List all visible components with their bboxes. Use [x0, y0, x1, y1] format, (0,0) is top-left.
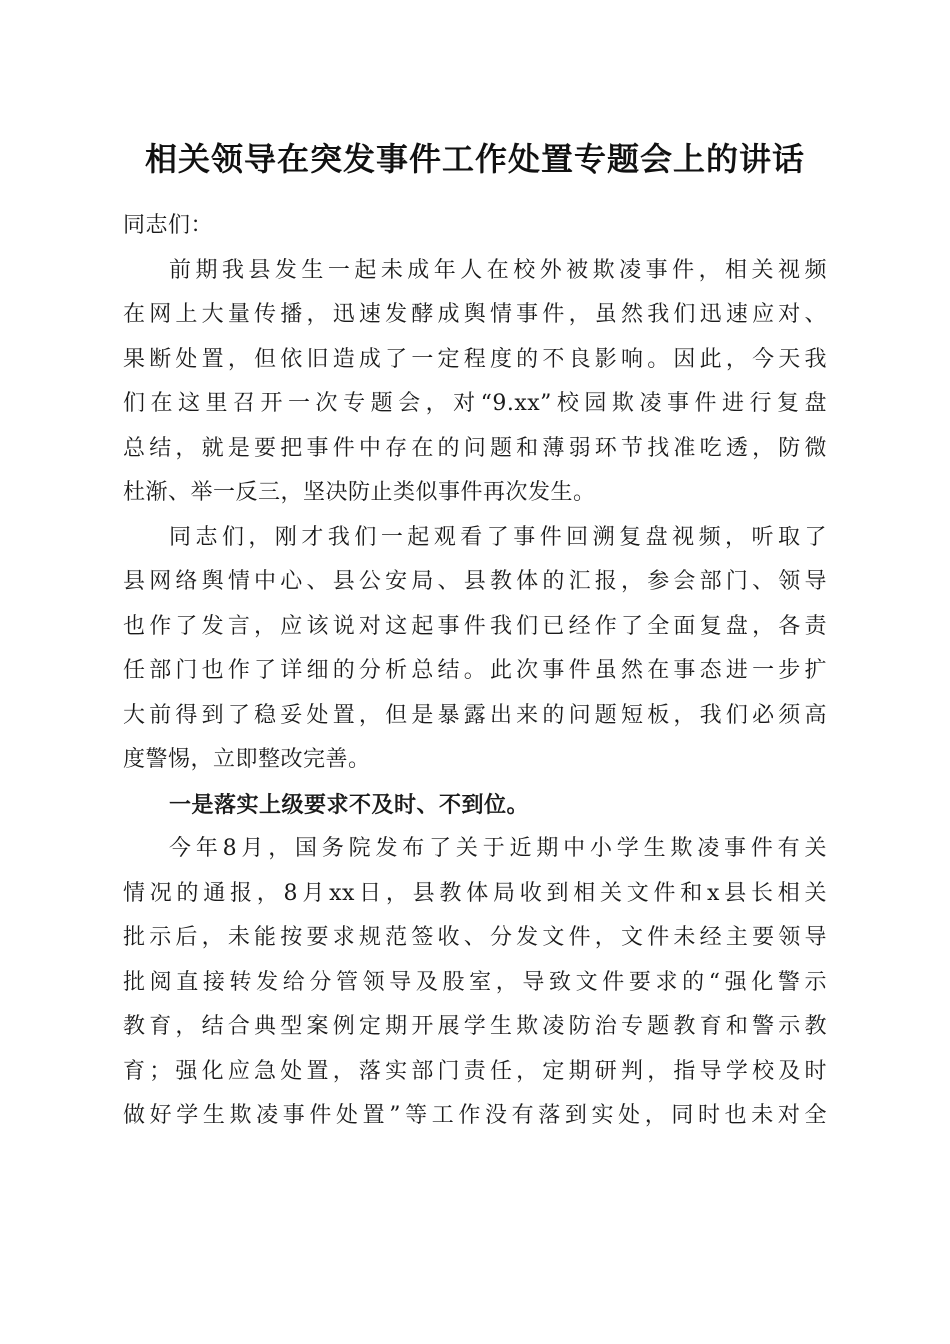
paragraph-2: [123, 516, 827, 783]
paragraph-line: 果断处置，但依旧造成了一定程度的不良影响。因此，今天我: [123, 346, 827, 372]
paragraph-line: 做好学生欺凌事件处置”等工作没有落到实处，同时也未对全: [123, 1103, 827, 1128]
paragraph-line: 育；强化应急处置，落实部门责任，定期研判，指导学校及时: [123, 1058, 827, 1084]
paragraph-line: 杜渐、举一反三，坚决防止类似事件再次发生。: [123, 480, 596, 505]
paragraph-line: 批阅直接转发给分管领导及股室，导致文件要求的“强化警示: [123, 969, 827, 995]
paragraph-line: 也作了发言，应该说对这起事件我们已经作了全面复盘，各责: [123, 613, 827, 639]
paragraph-1: [123, 249, 827, 516]
paragraph-line: 县网络舆情中心、县公安局、县教体的汇报，参会部门、领导: [123, 569, 827, 594]
paragraph-line: 教育，结合典型案例定期开展学生欺凌防治专题教育和警示教: [123, 1014, 827, 1039]
paragraph-line: 总结，就是要把事件中存在的问题和薄弱环节找准吃透，防微: [123, 435, 827, 461]
paragraph-3: [123, 827, 827, 1139]
paragraph-line: 批示后，未能按要求规范签收、分发文件，文件未经主要领导: [123, 925, 827, 950]
paragraph-line: 们在这里召开一次专题会，对“9.xx”校园欺凌事件进行复盘: [123, 391, 827, 416]
paragraph-line: 今年8月，国务院发布了关于近期中小学生欺凌事件有关: [169, 836, 827, 861]
paragraph-line: 前期我县发生一起未成年人在校外被欺凌事件，相关视频: [169, 257, 827, 283]
section-heading: 一是落实上级要求不及时、不到位。: [169, 791, 530, 818]
paragraph-line: 任部门也作了详细的分析总结。此次事件虽然在事态进一步扩: [123, 658, 827, 683]
paragraph-line: 在网上大量传播，迅速发酵成舆情事件，虽然我们迅速应对、: [123, 302, 827, 327]
paragraph-line: 度警惕，立即整改完善。: [123, 747, 371, 772]
paragraph-line: 大前得到了稳妥处置，但是暴露出来的问题短板，我们必须高: [123, 702, 827, 728]
document-title: 相关领导在突发事件工作处置专题会上的讲话: [144, 140, 805, 178]
paragraph-line: 情况的通报，8月xx日，县教体局收到相关文件和x县长相关: [123, 880, 827, 906]
document-body: [123, 204, 827, 1139]
paragraph-line: 同志们，刚才我们一起观看了事件回溯复盘视频，听取了: [169, 524, 827, 550]
salutation: 同志们：: [123, 213, 214, 238]
